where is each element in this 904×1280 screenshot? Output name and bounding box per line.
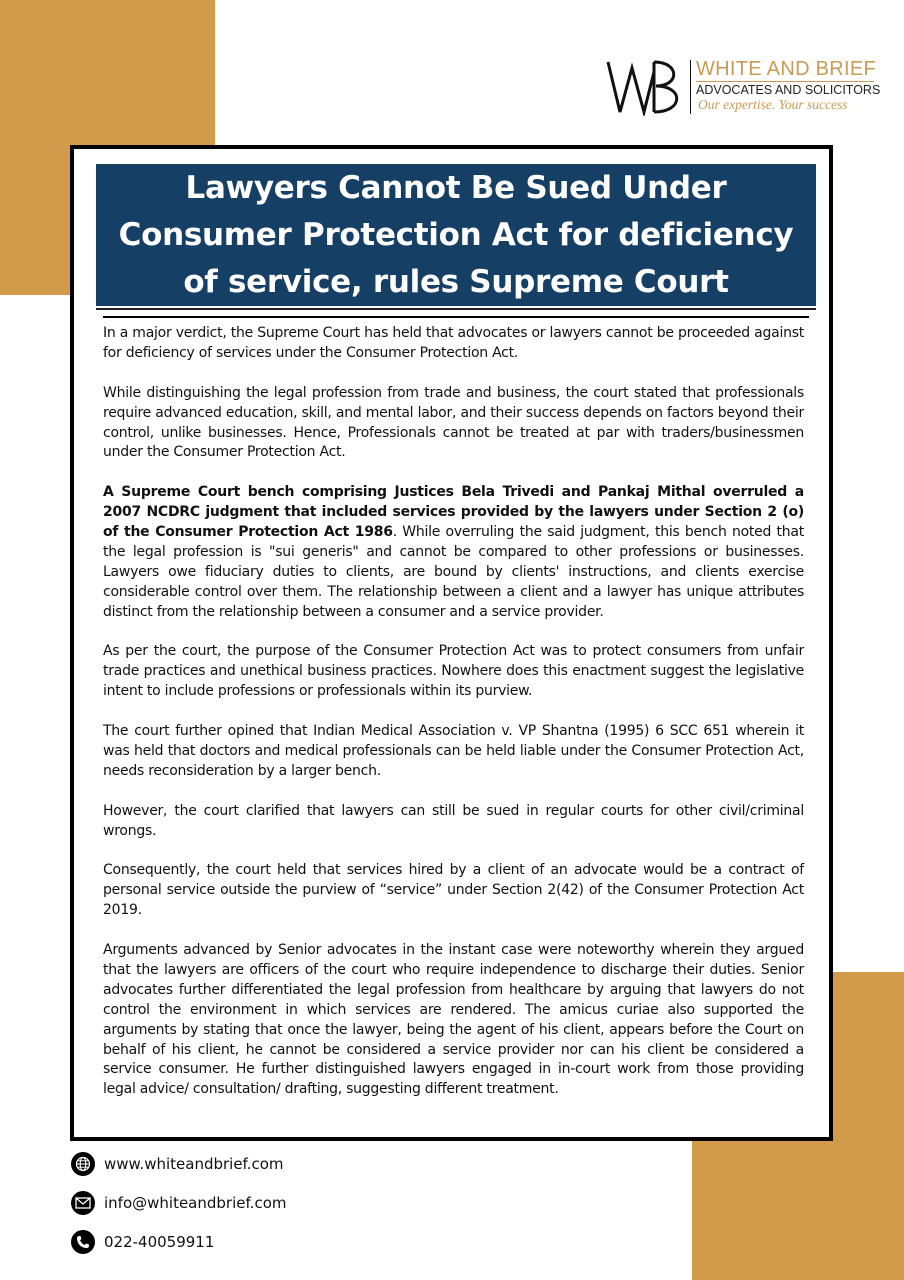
- phone-icon: [71, 1230, 95, 1254]
- paragraph-7: Consequently, the court held that services hired by a client of an advocate would be a contract of personal service outside the purview of “service” under Section 2(42) of the Consumer Protection Act 2019.: [103, 862, 804, 919]
- paragraph-3-rest: . While overruling the said judgment, this bench noted that the legal profession is "sui generis" and cannot be compared to other professions or businesses. Lawyers owe fiduciary duties to clients, are bound by clients' instructions, and clients exercise considerable control over them. The relationship between a client and a lawyer has unique attributes distinct from the relationship between a consumer and a service provider.: [103, 524, 804, 620]
- contact-phone[interactable]: [71, 1230, 214, 1254]
- paragraph-3-bold: A Supreme Court bench comprising Justices Bela Trivedi and Pankaj Mithal overruled a 2007 NCDRC judgment that included services provided by the lawyers under Section 2 (o) of the Consumer Protection Act 1986: [103, 484, 804, 541]
- logo-divider: [690, 60, 691, 114]
- title-line-2: Consumer Protection Act for deficiency: [118, 216, 794, 253]
- article-body: [103, 324, 804, 1120]
- email-link[interactable]: info@whiteandbrief.com: [104, 1194, 287, 1212]
- paragraph-1: In a major verdict, the Supreme Court has held that advocates or lawyers cannot be proceeded against for deficiency of services under the Consumer Protection Act.: [103, 325, 804, 361]
- paragraph-2: While distinguishing the legal profession from trade and business, the court stated that professionals require advanced education, skill, and mental labor, and their success depends on factors beyond their control, unlike businesses. Hence, Professionals cannot be treated at par with traders/businessmen under the Consumer Protection Act.: [103, 384, 804, 461]
- paragraph-6: However, the court clarified that lawyers can still be sued in regular courts for other civil/criminal wrongs.: [103, 802, 804, 839]
- brand-subtitle: ADVOCATES AND SOLICITORS: [696, 83, 881, 97]
- brand-logo: [606, 58, 881, 118]
- paragraph-8: Arguments advanced by Senior advocates in the instant case were noteworthy wherein they argued that the lawyers are officers of the court who require independence to discharge their duties. Senior advocates further differentiated the legal profession from healthcare by arguing that lawyers do not control the environment in which services are rendered. The amicus curiae also supported the arguments by stating that once the lawyer, being the agent of his client, appears before the Court on behalf of his client, he cannot be considered a service provider nor can his client be considered a service consumer. He further distinguished lawyers engaged in in-court work from those providing legal advice/ consultation/ drafting, suggesting different treatment.: [103, 941, 804, 1098]
- brand-rule: [696, 81, 874, 82]
- globe-icon: [71, 1152, 95, 1176]
- article-title: [119, 165, 794, 306]
- paragraph-3: [103, 483, 804, 622]
- website-link[interactable]: www.whiteandbrief.com: [104, 1155, 284, 1173]
- contact-website[interactable]: [71, 1152, 284, 1176]
- article-card: [70, 145, 833, 1141]
- contact-email[interactable]: [71, 1191, 286, 1215]
- paragraph-4: As per the court, the purpose of the Consumer Protection Act was to protect consumers from unfair trade practices and unethical business practices. Nowhere does this enactment suggest the legislative intent to include professions or professionals within its purview.: [103, 643, 804, 700]
- envelope-icon: [71, 1191, 95, 1215]
- article-title-banner: [96, 164, 816, 308]
- title-line-3: of service, rules Supreme Court: [183, 263, 729, 300]
- title-underline: [103, 316, 809, 318]
- phone-number[interactable]: 022-40059911: [104, 1233, 215, 1251]
- wb-monogram-icon: [606, 58, 686, 116]
- title-line-1: Lawyers Cannot Be Sued Under: [185, 169, 727, 206]
- brand-tagline: Our expertise. Your success: [698, 97, 848, 112]
- paragraph-5: The court further opined that Indian Medical Association v. VP Shantna (1995) 6 SCC 651 wherein it was held that doctors and medical professionals can be held liable under the Consumer Protection Act, needs reconsideration by a larger bench.: [103, 723, 804, 779]
- brand-name: WHITE AND BRIEF: [696, 58, 877, 80]
